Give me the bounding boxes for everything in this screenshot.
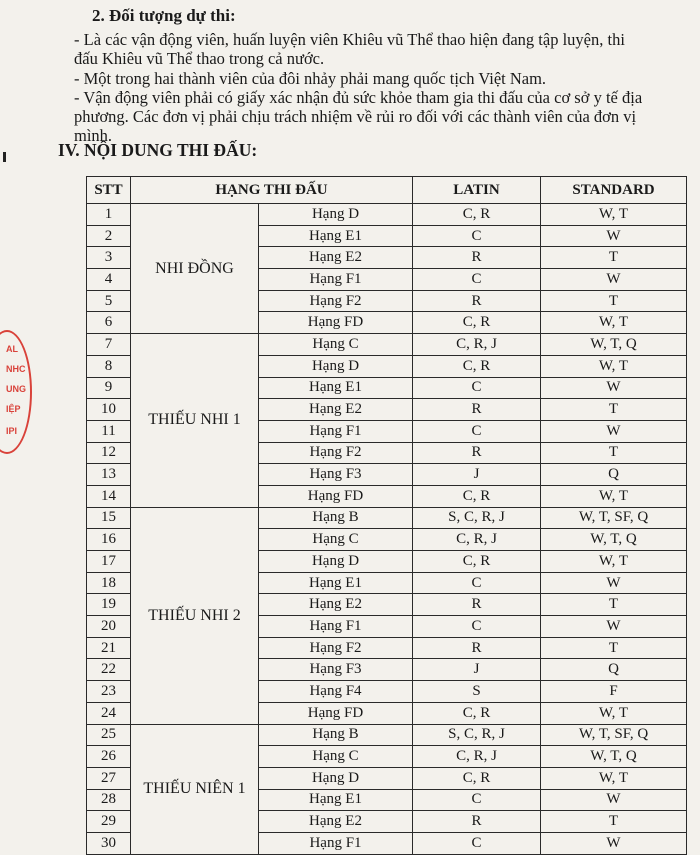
cell-class: Hạng F1 (259, 832, 413, 854)
cell-class: Hạng F2 (259, 290, 413, 312)
cell-standard: F (541, 681, 687, 703)
cell-latin: C (413, 616, 541, 638)
cell-stt: 3 (87, 247, 131, 269)
cell-latin: S (413, 681, 541, 703)
cell-stt: 2 (87, 225, 131, 247)
cell-class: Hạng F3 (259, 464, 413, 486)
cell-class: Hạng B (259, 507, 413, 529)
cell-class: Hạng E2 (259, 811, 413, 833)
cell-latin: C, R (413, 767, 541, 789)
table-row (87, 334, 687, 356)
header-category: HẠNG THI ĐẤU (131, 177, 413, 204)
cell-class: Hạng E1 (259, 789, 413, 811)
cell-standard: Q (541, 659, 687, 681)
cell-class: Hạng E1 (259, 572, 413, 594)
cell-standard: W, T (541, 702, 687, 724)
cell-latin: C (413, 832, 541, 854)
cell-standard: W, T, SF, Q (541, 724, 687, 746)
cell-class: Hạng B (259, 724, 413, 746)
cell-stt: 17 (87, 551, 131, 573)
cell-standard: W, T (541, 551, 687, 573)
cell-class: Hạng F1 (259, 616, 413, 638)
cell-standard: W (541, 789, 687, 811)
cell-standard: W, T, SF, Q (541, 507, 687, 529)
cell-latin: C (413, 377, 541, 399)
cell-stt: 1 (87, 204, 131, 226)
table-header-row (87, 177, 687, 204)
table-row (87, 724, 687, 746)
cell-standard: W (541, 616, 687, 638)
stamp-text: AL (6, 344, 18, 354)
cell-standard: T (541, 637, 687, 659)
cell-standard: W, T, Q (541, 529, 687, 551)
cell-latin: R (413, 247, 541, 269)
cell-stt: 19 (87, 594, 131, 616)
cell-standard: W (541, 572, 687, 594)
cell-standard: T (541, 442, 687, 464)
cell-stt: 8 (87, 355, 131, 377)
cell-latin: C, R (413, 551, 541, 573)
cell-standard: W (541, 420, 687, 442)
cell-latin: C, R (413, 312, 541, 334)
cell-latin: C, R (413, 702, 541, 724)
cell-stt: 24 (87, 702, 131, 724)
cell-standard: W (541, 225, 687, 247)
cell-latin: C (413, 420, 541, 442)
scan-edge-mark (3, 152, 6, 162)
cell-class: Hạng D (259, 767, 413, 789)
header-stt: STT (87, 177, 131, 204)
cell-latin: R (413, 637, 541, 659)
cell-standard: W, T (541, 312, 687, 334)
cell-standard: W, T (541, 204, 687, 226)
cell-latin: C, R (413, 485, 541, 507)
cell-standard: W (541, 832, 687, 854)
cell-latin: R (413, 399, 541, 421)
cell-class: Hạng F4 (259, 681, 413, 703)
cell-latin: S, C, R, J (413, 507, 541, 529)
cell-stt: 18 (87, 572, 131, 594)
cell-latin: R (413, 442, 541, 464)
cell-class: Hạng E2 (259, 399, 413, 421)
section-2-line: - Là các vận động viên, huấn luyện viên Khiêu vũ Thể thao hiện đang tập luyện, thi (74, 30, 625, 49)
stamp-text: IPI (6, 426, 18, 436)
section-2-line: mình. (74, 126, 113, 145)
cell-stt: 27 (87, 767, 131, 789)
cell-standard: Q (541, 464, 687, 486)
cell-class: Hạng FD (259, 485, 413, 507)
cell-stt: 7 (87, 334, 131, 356)
cell-stt: 11 (87, 420, 131, 442)
cell-latin: C (413, 269, 541, 291)
cell-standard: T (541, 594, 687, 616)
cell-standard: W, T (541, 355, 687, 377)
cell-age-group: THIẾU NHI 1 (131, 334, 259, 508)
cell-latin: S, C, R, J (413, 724, 541, 746)
cell-class: Hạng D (259, 355, 413, 377)
cell-age-group: THIẾU NHI 2 (131, 507, 259, 724)
header-standard: STANDARD (541, 177, 687, 204)
cell-stt: 16 (87, 529, 131, 551)
cell-stt: 14 (87, 485, 131, 507)
cell-class: Hạng FD (259, 312, 413, 334)
cell-latin: R (413, 811, 541, 833)
competition-table (86, 176, 687, 855)
cell-class: Hạng C (259, 529, 413, 551)
cell-standard: W (541, 377, 687, 399)
cell-class: Hạng C (259, 334, 413, 356)
cell-standard: T (541, 290, 687, 312)
section-2-line: phương. Các đơn vị phải chịu trách nhiệm về rủi ro đối với các thành viên của đơn vị (74, 107, 637, 126)
cell-stt: 4 (87, 269, 131, 291)
section-2-line: - Vận động viên phải có giấy xác nhận đủ sức khỏe tham gia thi đấu của cơ sở y tế địa (74, 88, 643, 107)
table-row (87, 507, 687, 529)
cell-stt: 15 (87, 507, 131, 529)
cell-age-group: NHI ĐỒNG (131, 204, 259, 334)
section-2-line: - Một trong hai thành viên của đôi nhảy phải mang quốc tịch Việt Nam. (74, 69, 547, 88)
cell-standard: T (541, 811, 687, 833)
cell-latin: R (413, 290, 541, 312)
cell-stt: 12 (87, 442, 131, 464)
cell-class: Hạng F2 (259, 637, 413, 659)
cell-class: Hạng F2 (259, 442, 413, 464)
stamp-text: UNG (6, 384, 26, 394)
cell-standard: W, T, Q (541, 334, 687, 356)
cell-stt: 9 (87, 377, 131, 399)
cell-class: Hạng D (259, 204, 413, 226)
cell-latin: C, R, J (413, 529, 541, 551)
section-iv-heading: IV. NỘI DUNG THI ĐẤU: (58, 140, 258, 160)
cell-latin: C, R (413, 204, 541, 226)
cell-stt: 5 (87, 290, 131, 312)
cell-class: Hạng E2 (259, 247, 413, 269)
cell-stt: 26 (87, 746, 131, 768)
cell-stt: 28 (87, 789, 131, 811)
cell-latin: C, R (413, 355, 541, 377)
cell-stt: 25 (87, 724, 131, 746)
cell-stt: 6 (87, 312, 131, 334)
stamp-text: NHC (6, 364, 26, 374)
cell-latin: R (413, 594, 541, 616)
cell-stt: 22 (87, 659, 131, 681)
cell-class: Hạng E2 (259, 594, 413, 616)
cell-stt: 29 (87, 811, 131, 833)
cell-stt: 13 (87, 464, 131, 486)
cell-standard: W (541, 269, 687, 291)
official-stamp (0, 330, 32, 454)
cell-standard: T (541, 399, 687, 421)
section-2-title: 2. Đối tượng dự thi: (92, 6, 236, 25)
cell-stt: 21 (87, 637, 131, 659)
cell-class: Hạng C (259, 746, 413, 768)
cell-class: Hạng F1 (259, 420, 413, 442)
cell-standard: W, T (541, 767, 687, 789)
table-row (87, 204, 687, 226)
cell-class: Hạng D (259, 551, 413, 573)
stamp-text: IỆP (6, 404, 21, 414)
cell-stt: 23 (87, 681, 131, 703)
cell-latin: C (413, 225, 541, 247)
cell-stt: 30 (87, 832, 131, 854)
cell-age-group: THIẾU NIÊN 1 (131, 724, 259, 854)
cell-stt: 20 (87, 616, 131, 638)
header-latin: LATIN (413, 177, 541, 204)
cell-standard: W, T (541, 485, 687, 507)
cell-stt: 10 (87, 399, 131, 421)
cell-class: Hạng F3 (259, 659, 413, 681)
cell-class: Hạng E1 (259, 225, 413, 247)
cell-class: Hạng F1 (259, 269, 413, 291)
cell-standard: W, T, Q (541, 746, 687, 768)
cell-latin: C, R, J (413, 334, 541, 356)
table-body (87, 204, 687, 855)
cell-latin: C (413, 572, 541, 594)
section-2-line: đấu Khiêu vũ Thể thao trong cả nước. (74, 49, 325, 68)
cell-latin: C (413, 789, 541, 811)
cell-standard: T (541, 247, 687, 269)
cell-latin: C, R, J (413, 746, 541, 768)
cell-class: Hạng FD (259, 702, 413, 724)
cell-class: Hạng E1 (259, 377, 413, 399)
cell-latin: J (413, 659, 541, 681)
cell-latin: J (413, 464, 541, 486)
